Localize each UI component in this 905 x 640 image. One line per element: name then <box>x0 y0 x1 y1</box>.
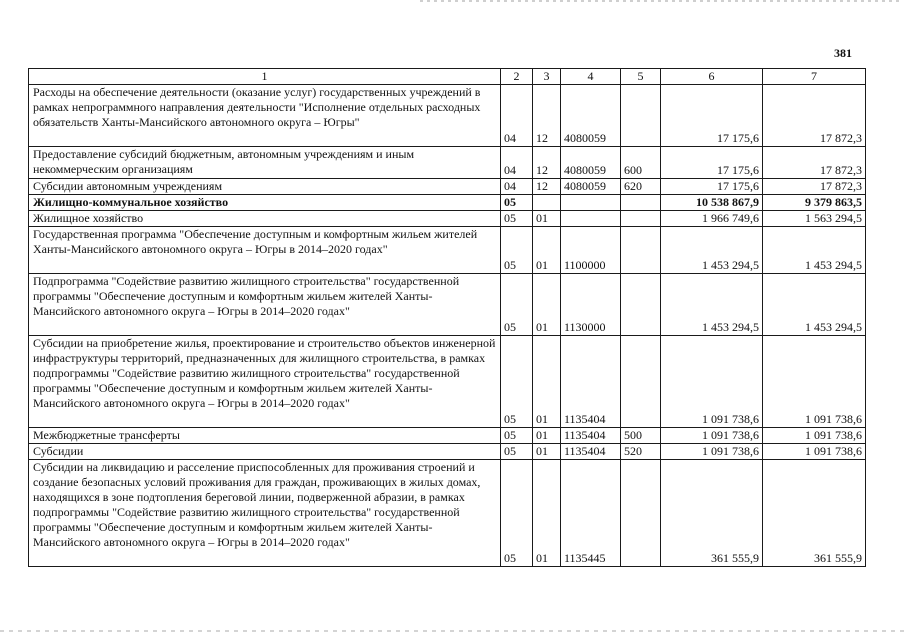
cell-amount-2: 1 563 294,5 <box>763 211 866 227</box>
cell-amount-2: 17 872,3 <box>763 85 866 147</box>
row-name: Жилищное хозяйство <box>29 211 501 227</box>
cell-expense-type <box>621 274 661 336</box>
cell-target-article: 4080059 <box>561 179 621 195</box>
cell-amount-2: 361 555,9 <box>763 460 866 567</box>
cell-amount-2: 1 453 294,5 <box>763 227 866 274</box>
table-row <box>29 179 866 195</box>
cell-amount-1: 17 175,6 <box>661 147 763 179</box>
cell-amount-1: 1 091 738,6 <box>661 444 763 460</box>
cell-subsection: 01 <box>533 428 561 444</box>
cell-amount-2: 1 091 738,6 <box>763 428 866 444</box>
table-row <box>29 460 866 567</box>
cell-subsection: 01 <box>533 227 561 274</box>
table-row <box>29 85 866 147</box>
row-name: Субсидии на ликвидацию и расселение приспособленных для проживания строений и создание безопасных условий проживания для граждан, проживающих в жилых домах, находящихся в зоне подтопления береговой линии, подверженной абразии, в рамках подпрограммы "Содействие развитию жилищного строительства" государственной программы "Обеспечение доступным и комфортным жильем жителей Ханты-Мансийского автономного округа – Югры в 2014–2020 годах" <box>29 460 501 567</box>
cell-subsection: 12 <box>533 85 561 147</box>
table-row <box>29 227 866 274</box>
row-name: Расходы на обеспечение деятельности (оказание услуг) государственных учреждений в рамках непрограммного направления деятельности "Исполнение отдельных расходных обязательств Ханты-Мансийского автономного округа – Югры" <box>29 85 501 147</box>
cell-amount-1: 1 091 738,6 <box>661 336 763 428</box>
cell-amount-2: 1 453 294,5 <box>763 274 866 336</box>
row-name: Жилищно-коммунальное хозяйство <box>29 195 501 211</box>
table-row <box>29 428 866 444</box>
cell-section: 05 <box>501 336 533 428</box>
row-name: Подпрограмма "Содействие развитию жилищного строительства" государственной программы "Обеспечение доступным и комфортным жильем жителей Ханты-Мансийского автономного округа – Югры в 2014–2020 годах" <box>29 274 501 336</box>
scan-artifact-top <box>420 0 900 2</box>
table-row <box>29 274 866 336</box>
cell-expense-type <box>621 85 661 147</box>
row-name: Субсидии <box>29 444 501 460</box>
cell-amount-1: 10 538 867,9 <box>661 195 763 211</box>
cell-section: 04 <box>501 179 533 195</box>
cell-subsection <box>533 195 561 211</box>
cell-amount-1: 1 453 294,5 <box>661 274 763 336</box>
cell-target-article: 1130000 <box>561 274 621 336</box>
cell-expense-type <box>621 195 661 211</box>
cell-subsection: 01 <box>533 460 561 567</box>
cell-expense-type <box>621 211 661 227</box>
cell-amount-2: 9 379 863,5 <box>763 195 866 211</box>
cell-expense-type: 500 <box>621 428 661 444</box>
row-name: Межбюджетные трансферты <box>29 428 501 444</box>
cell-amount-2: 1 091 738,6 <box>763 444 866 460</box>
cell-subsection: 01 <box>533 274 561 336</box>
table-row <box>29 444 866 460</box>
cell-expense-type: 620 <box>621 179 661 195</box>
row-name: Субсидии автономным учреждениям <box>29 179 501 195</box>
cell-section: 05 <box>501 274 533 336</box>
cell-section: 04 <box>501 147 533 179</box>
cell-target-article: 1135404 <box>561 336 621 428</box>
cell-amount-2: 17 872,3 <box>763 179 866 195</box>
cell-amount-1: 17 175,6 <box>661 85 763 147</box>
cell-target-article <box>561 211 621 227</box>
cell-expense-type: 520 <box>621 444 661 460</box>
cell-target-article: 4080059 <box>561 147 621 179</box>
cell-subsection: 01 <box>533 444 561 460</box>
cell-section: 05 <box>501 195 533 211</box>
cell-subsection: 12 <box>533 147 561 179</box>
column-header: 1 <box>29 69 501 85</box>
row-name: Предоставление субсидий бюджетным, автономным учреждениям и иным некоммерческим организациям <box>29 147 501 179</box>
column-header: 2 <box>501 69 533 85</box>
table-header-row <box>29 69 866 85</box>
table-row <box>29 336 866 428</box>
cell-amount-1: 17 175,6 <box>661 179 763 195</box>
column-header: 7 <box>763 69 866 85</box>
cell-target-article <box>561 195 621 211</box>
cell-amount-1: 1 091 738,6 <box>661 428 763 444</box>
cell-target-article: 1135404 <box>561 444 621 460</box>
page-number: 381 <box>834 46 852 60</box>
cell-target-article: 4080059 <box>561 85 621 147</box>
column-header: 3 <box>533 69 561 85</box>
row-name: Государственная программа "Обеспечение доступным и комфортным жильем жителей Ханты-Мансийского автономного округа – Югры в 2014–2020 годах" <box>29 227 501 274</box>
cell-subsection: 01 <box>533 336 561 428</box>
scan-artifact-bottom <box>0 630 905 632</box>
cell-amount-2: 1 091 738,6 <box>763 336 866 428</box>
cell-expense-type <box>621 460 661 567</box>
cell-target-article: 1100000 <box>561 227 621 274</box>
cell-amount-2: 17 872,3 <box>763 147 866 179</box>
cell-section: 05 <box>501 428 533 444</box>
cell-target-article: 1135445 <box>561 460 621 567</box>
column-header: 4 <box>561 69 621 85</box>
cell-subsection: 12 <box>533 179 561 195</box>
cell-target-article: 1135404 <box>561 428 621 444</box>
cell-section: 05 <box>501 211 533 227</box>
cell-section: 05 <box>501 444 533 460</box>
cell-expense-type <box>621 336 661 428</box>
table-row-section-total <box>29 195 866 211</box>
cell-subsection: 01 <box>533 211 561 227</box>
cell-section: 05 <box>501 460 533 567</box>
table-row <box>29 147 866 179</box>
budget-table <box>28 68 866 567</box>
cell-amount-1: 361 555,9 <box>661 460 763 567</box>
cell-expense-type <box>621 227 661 274</box>
table-row <box>29 211 866 227</box>
cell-section: 04 <box>501 85 533 147</box>
cell-amount-1: 1 453 294,5 <box>661 227 763 274</box>
row-name: Субсидии на приобретение жилья, проектирование и строительство объектов инженерной инфраструктуры территорий, предназначенных для жилищного строительства, в рамках подпрограммы "Содействие развитию жилищного строительства" государственной программы "Обеспечение доступным и комфортным жильем жителей Ханты-Мансийского автономного округа – Югры в 2014–2020 годах" <box>29 336 501 428</box>
column-header: 5 <box>621 69 661 85</box>
cell-section: 05 <box>501 227 533 274</box>
cell-expense-type: 600 <box>621 147 661 179</box>
cell-amount-1: 1 966 749,6 <box>661 211 763 227</box>
column-header: 6 <box>661 69 763 85</box>
